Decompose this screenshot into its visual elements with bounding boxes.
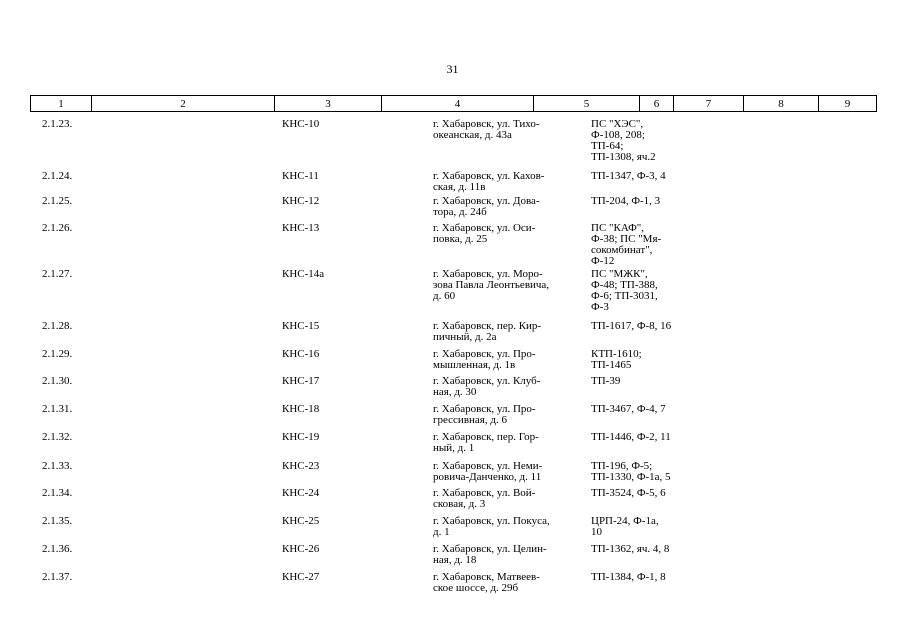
- power-source: ТП-1617, Ф-8, 16: [591, 320, 672, 332]
- facility-address: г. Хабаровск, ул. Покуса, д. 1: [433, 515, 550, 538]
- table-row: [30, 488, 705, 510]
- row-number: 2.1.31.: [42, 403, 73, 415]
- column-header-2: 2: [92, 96, 275, 112]
- row-number: 2.1.23.: [42, 118, 73, 130]
- table-row: [30, 196, 705, 218]
- power-source: ТП-3467, Ф-4, 7: [591, 403, 666, 415]
- table-row: [30, 223, 705, 267]
- facility-address: г. Хабаровск, ул. Целин- ная, д. 18: [433, 543, 547, 566]
- facility-address: г. Хабаровск, ул. Тихо- океанская, д. 43а: [433, 118, 540, 141]
- table-row: [30, 544, 705, 566]
- power-source: ТП-204, Ф-1, 3: [591, 195, 661, 207]
- facility-address: г. Хабаровск, ул. Про- грессивная, д. 6: [433, 403, 536, 426]
- column-header-6: 6: [640, 96, 674, 112]
- facility-name: КНС-19: [282, 431, 320, 443]
- column-header-1: 1: [31, 96, 92, 112]
- row-number: 2.1.25.: [42, 195, 73, 207]
- table-row: [30, 171, 705, 193]
- power-source: ЦРП-24, Ф-1а, 10: [591, 515, 659, 538]
- table-row: [30, 461, 705, 483]
- table-row: [30, 349, 705, 371]
- column-header-3: 3: [275, 96, 382, 112]
- row-number: 2.1.35.: [42, 515, 73, 527]
- facility-name: КНС-11: [282, 170, 319, 182]
- facility-address: г. Хабаровск, ул. Кахов- ская, д. 11в: [433, 170, 545, 193]
- table-row: [30, 269, 705, 313]
- power-source: ТП-1362, яч. 4, 8: [591, 543, 670, 555]
- power-source: ТП-1347, Ф-3, 4: [591, 170, 666, 182]
- row-number: 2.1.28.: [42, 320, 73, 332]
- facility-name: КНС-15: [282, 320, 320, 332]
- facility-name: КНС-13: [282, 222, 320, 234]
- power-source: КТП-1610; ТП-1465: [591, 348, 642, 371]
- power-source: ТП-1384, Ф-1, 8: [591, 571, 666, 583]
- facility-name: КНС-10: [282, 118, 320, 130]
- facility-name: КНС-17: [282, 375, 320, 387]
- power-source: ПС "ХЭС", Ф-108, 208; ТП-64; ТП-1308, яч.2: [591, 118, 656, 163]
- facility-address: г. Хабаровск, ул. Вой- сковая, д. 3: [433, 487, 536, 510]
- facility-name: КНС-14а: [282, 268, 325, 280]
- facility-address: г. Хабаровск, пер. Гор- ный, д. 1: [433, 431, 539, 454]
- facility-name: КНС-16: [282, 348, 320, 360]
- row-number: 2.1.34.: [42, 487, 73, 499]
- row-number: 2.1.33.: [42, 460, 73, 472]
- row-number: 2.1.26.: [42, 222, 73, 234]
- facility-name: КНС-24: [282, 487, 320, 499]
- column-header-5: 5: [534, 96, 640, 112]
- row-number: 2.1.29.: [42, 348, 73, 360]
- table-row: [30, 432, 705, 454]
- facility-name: КНС-25: [282, 515, 320, 527]
- table-row: [30, 376, 705, 398]
- facility-address: г. Хабаровск, ул. Моро- зова Павла Леонтьевича, д. 60: [433, 268, 550, 302]
- table-row: [30, 321, 705, 343]
- row-number: 2.1.27.: [42, 268, 73, 280]
- facility-name: КНС-12: [282, 195, 320, 207]
- power-source: ТП-1446, Ф-2, 11: [591, 431, 671, 443]
- column-header-9: 9: [819, 96, 877, 112]
- power-source: ПС "МЖК", Ф-48; ТП-388, Ф-6; ТП-3031, Ф-3: [591, 268, 658, 313]
- facility-address: г. Хабаровск, ул. Про- мышленная, д. 1в: [433, 348, 536, 371]
- facility-address: г. Хабаровск, ул. Неми- ровича-Данченко, д. 11: [433, 460, 543, 483]
- facility-name: КНС-27: [282, 571, 320, 583]
- facility-name: КНС-23: [282, 460, 320, 472]
- row-number: 2.1.37.: [42, 571, 73, 583]
- power-source: ТП-196, Ф-5; ТП-1330, Ф-1а, 5: [591, 460, 671, 483]
- column-header-7: 7: [674, 96, 744, 112]
- power-source: ТП-39: [591, 375, 621, 387]
- table-row: [30, 119, 705, 163]
- row-number: 2.1.32.: [42, 431, 73, 443]
- facility-address: г. Хабаровск, ул. Оси- повка, д. 25: [433, 222, 536, 245]
- facility-name: КНС-26: [282, 543, 320, 555]
- table-row: [30, 404, 705, 426]
- row-number: 2.1.30.: [42, 375, 73, 387]
- column-header-row: [30, 95, 877, 112]
- row-number: 2.1.36.: [42, 543, 73, 555]
- facility-name: КНС-18: [282, 403, 320, 415]
- facility-address: г. Хабаровск, пер. Кир- пичный, д. 2а: [433, 320, 542, 343]
- column-header-8: 8: [744, 96, 819, 112]
- facility-address: г. Хабаровск, ул. Дова- тора, д. 24б: [433, 195, 540, 218]
- row-number: 2.1.24.: [42, 170, 73, 182]
- column-header-4: 4: [382, 96, 534, 112]
- facility-address: г. Хабаровск, ул. Клуб- ная, д. 30: [433, 375, 541, 398]
- power-source: ПС "КАФ", Ф-38; ПС "Мя- сокомбинат", Ф-12: [591, 222, 662, 267]
- table-row: [30, 572, 705, 594]
- table-row: [30, 516, 705, 538]
- facility-address: г. Хабаровск, Матвеев- ское шоссе, д. 29б: [433, 571, 540, 594]
- power-source: ТП-3524, Ф-5, 6: [591, 487, 666, 499]
- page-number: 31: [446, 62, 459, 76]
